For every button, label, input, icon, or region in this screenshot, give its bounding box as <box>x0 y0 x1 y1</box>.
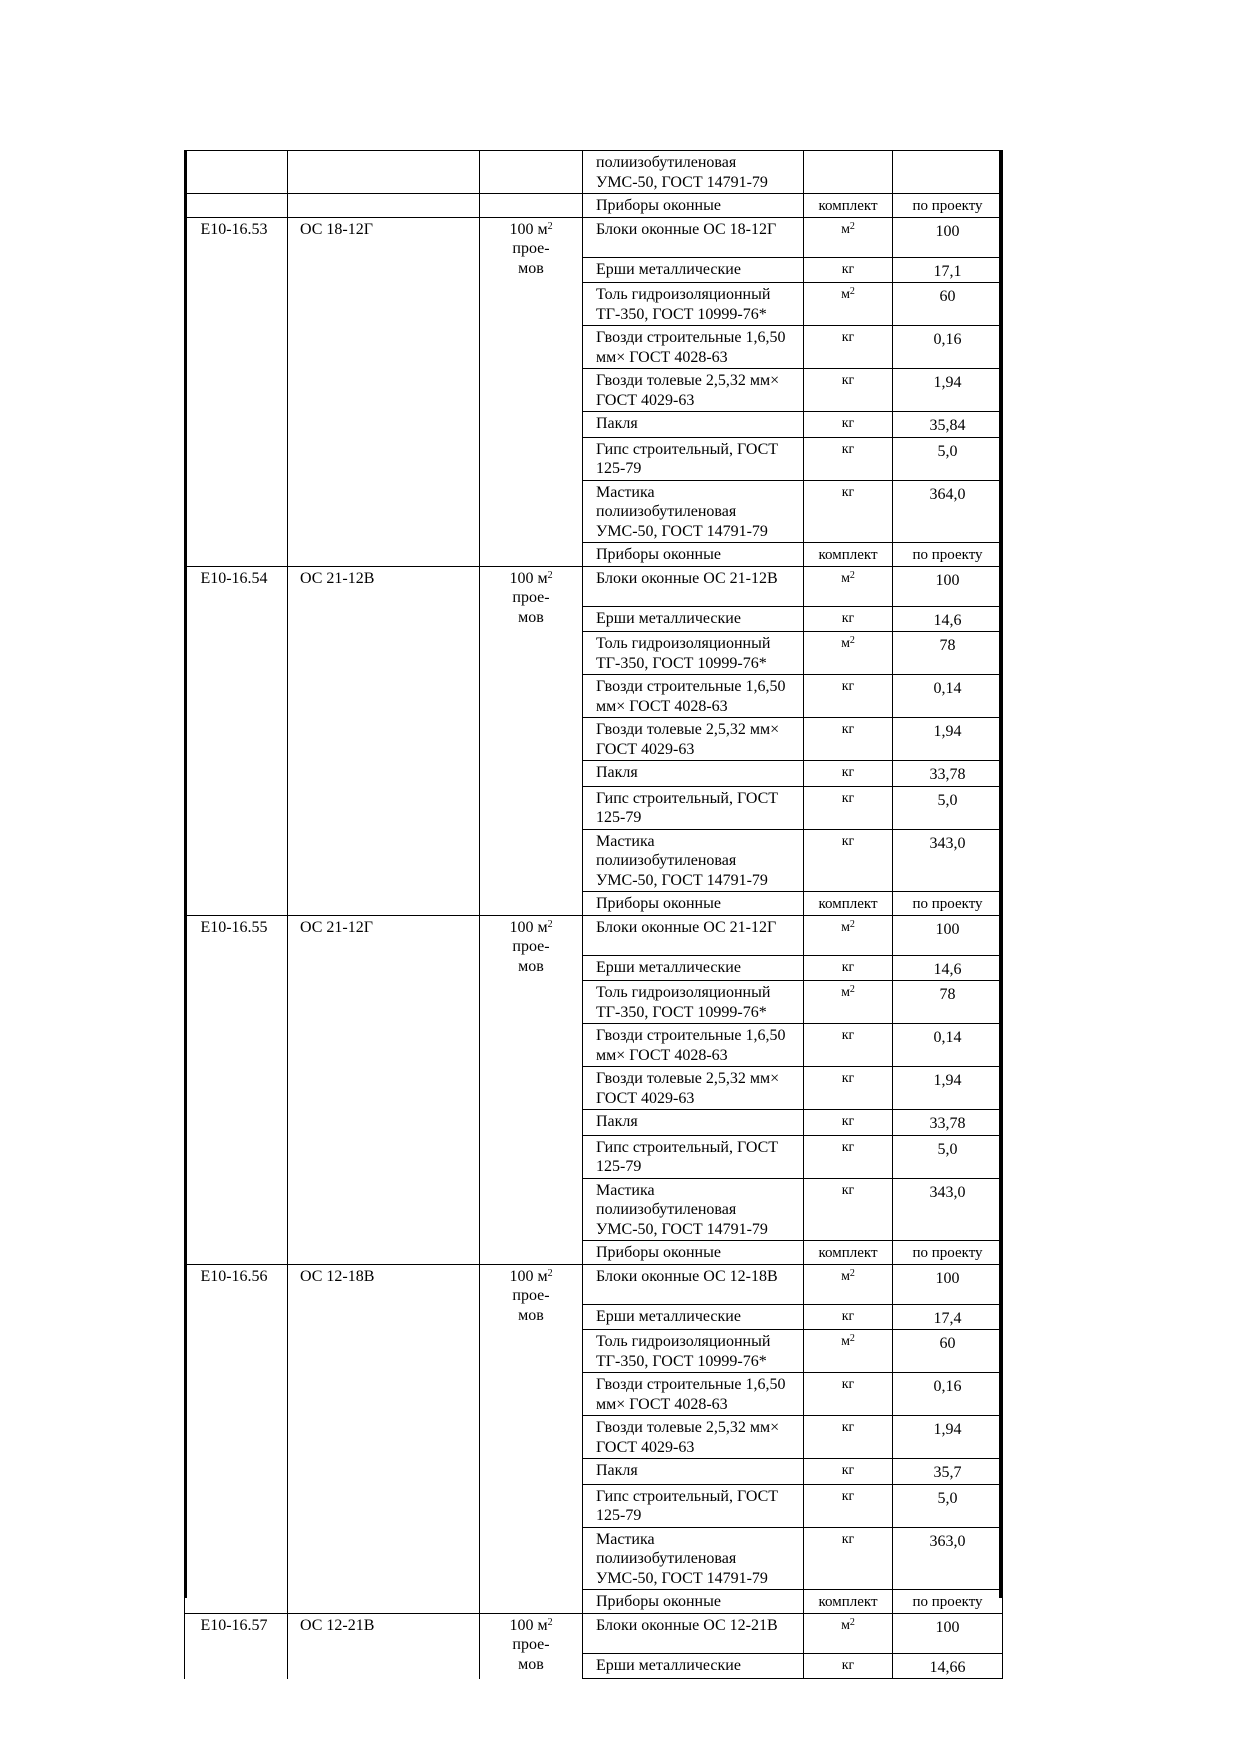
material-unit-superscript: 2 <box>849 1333 855 1344</box>
material-quantity: 78 <box>893 632 1003 675</box>
material-name: Гвозди толевые 2,5,32 мм× ГОСТ 4029-63 <box>583 369 804 412</box>
norm-unit-superscript: 2 <box>547 1616 553 1628</box>
material-name: Приборы оконные <box>583 892 804 916</box>
material-unit: кг <box>841 1420 855 1435</box>
material-unit: кг <box>841 1531 855 1547</box>
material-unit-cell <box>804 1613 893 1653</box>
material-name: Гвозди толевые 2,5,32 мм× ГОСТ 4029-63 <box>583 1067 804 1110</box>
norm-unit-rest: прое- мов <box>512 1636 550 1673</box>
material-unit-cell <box>804 761 893 787</box>
material-name: Пакля <box>583 761 804 787</box>
material-unit-cell <box>804 194 893 218</box>
material-name: Мастика полиизобутиленовая УМС-50, ГОСТ 14791-79 <box>583 1527 804 1590</box>
block-type: ОС 12-18В <box>288 1264 480 1613</box>
norm-unit-superscript: 2 <box>547 1267 553 1279</box>
material-unit-cell <box>804 786 893 829</box>
material-quantity: 60 <box>893 1330 1003 1373</box>
material-name: Толь гидроизоляционный ТГ-350, ГОСТ 10999-76* <box>583 632 804 675</box>
material-name: Мастика полиизобутиленовая УМС-50, ГОСТ 14791-79 <box>583 1178 804 1241</box>
block-type: ОС 18-12Г <box>288 217 480 566</box>
norm-unit-superscript: 2 <box>547 569 553 581</box>
table-row <box>185 915 1003 955</box>
material-quantity: 14,6 <box>893 606 1003 632</box>
material-quantity: 1,94 <box>893 369 1003 412</box>
material-unit: м <box>841 985 850 1000</box>
material-quantity: 0,14 <box>893 1024 1003 1067</box>
material-name: Гвозди строительные 1,6,50 мм× ГОСТ 4028-63 <box>583 1373 804 1416</box>
material-unit-cell <box>804 1653 893 1679</box>
material-quantity: 17,4 <box>893 1304 1003 1330</box>
material-unit: м <box>841 636 850 651</box>
norm-code: Е10-16.53 <box>185 217 288 566</box>
material-name: Гипс строительный, ГОСТ 125-79 <box>583 1135 804 1178</box>
material-quantity: 1,94 <box>893 1416 1003 1459</box>
material-quantity: 0,16 <box>893 1373 1003 1416</box>
material-name: Гвозди толевые 2,5,32 мм× ГОСТ 4029-63 <box>583 1416 804 1459</box>
material-name: Пакля <box>583 1459 804 1485</box>
material-unit-cell <box>804 1178 893 1241</box>
norm-code: Е10-16.56 <box>185 1264 288 1613</box>
norm-unit-cell <box>480 217 583 566</box>
material-unit: комплект <box>818 198 878 214</box>
norm-unit-rest: прое- мов <box>512 240 550 277</box>
material-quantity: 17,1 <box>893 257 1003 283</box>
material-quantity: по проекту <box>893 194 1003 218</box>
material-unit-cell <box>804 1110 893 1136</box>
table-row <box>185 217 1003 257</box>
table-row <box>185 566 1003 606</box>
material-quantity: по проекту <box>893 543 1003 567</box>
block-type: ОС 21-12Г <box>288 915 480 1264</box>
material-unit-superscript: 2 <box>849 569 855 581</box>
material-unit-cell <box>804 1459 893 1485</box>
material-unit: кг <box>841 765 855 780</box>
material-unit: кг <box>841 610 855 626</box>
material-name: Ерши металлические <box>583 606 804 632</box>
material-unit: м <box>841 1617 850 1633</box>
norm-unit-cell <box>480 1613 583 1679</box>
material-name: Гвозди строительные 1,6,50 мм× ГОСТ 4028-63 <box>583 326 804 369</box>
type-cell <box>288 151 480 194</box>
material-unit-cell <box>804 1067 893 1110</box>
norm-unit-cell <box>480 566 583 915</box>
norm-unit-cell <box>480 915 583 1264</box>
material-unit-cell <box>804 1264 893 1304</box>
material-name: Приборы оконные <box>583 194 804 218</box>
material-name: Ерши металлические <box>583 1304 804 1330</box>
material-name: Блоки оконные ОС 21-12Г <box>583 915 804 955</box>
material-unit: кг <box>841 722 855 737</box>
material-name: Блоки оконные ОС 12-18В <box>583 1264 804 1304</box>
material-unit: кг <box>841 1028 855 1043</box>
material-quantity: 0,14 <box>893 675 1003 718</box>
material-name: Мастика полиизобутиленовая УМС-50, ГОСТ 14791-79 <box>583 480 804 543</box>
material-unit: м <box>841 1268 850 1284</box>
norm-unit: 100 м <box>509 1616 548 1634</box>
material-name: Блоки оконные ОС 18-12Г <box>583 217 804 257</box>
material-name: Приборы оконные <box>583 1241 804 1265</box>
material-unit: м <box>841 221 850 237</box>
material-unit-cell <box>804 480 893 543</box>
material-name: Приборы оконные <box>583 1590 804 1614</box>
material-unit: кг <box>841 1071 855 1086</box>
material-name: Гвозди толевые 2,5,32 мм× ГОСТ 4029-63 <box>583 718 804 761</box>
material-unit: кг <box>841 959 855 975</box>
material-unit-cell <box>804 1484 893 1527</box>
material-unit-cell <box>804 1304 893 1330</box>
norm-unit: 100 м <box>509 569 548 587</box>
material-unit: кг <box>841 1463 855 1478</box>
material-unit-superscript: 2 <box>849 220 855 232</box>
material-name: Пакля <box>583 1110 804 1136</box>
material-unit: комплект <box>818 896 878 912</box>
material-unit-cell <box>804 1416 893 1459</box>
material-unit-cell <box>804 326 893 369</box>
material-quantity: 33,78 <box>893 1110 1003 1136</box>
material-quantity: 5,0 <box>893 437 1003 480</box>
material-unit: м <box>841 919 850 935</box>
material-unit-cell <box>804 829 893 892</box>
material-unit-cell <box>804 283 893 326</box>
material-unit-cell <box>804 955 893 981</box>
material-quantity: 1,94 <box>893 718 1003 761</box>
material-quantity: 35,84 <box>893 412 1003 438</box>
material-unit: кг <box>841 441 855 457</box>
material-quantity: 343,0 <box>893 1178 1003 1241</box>
table-row <box>185 194 1003 218</box>
material-quantity <box>893 151 1003 194</box>
material-unit-cell <box>804 543 893 567</box>
code-cell <box>185 194 288 218</box>
material-quantity: 343,0 <box>893 829 1003 892</box>
material-unit: кг <box>841 416 855 431</box>
material-unit-cell <box>804 718 893 761</box>
material-name: Гипс строительный, ГОСТ 125-79 <box>583 786 804 829</box>
norm-unit: 100 м <box>509 220 548 238</box>
group-unit-cell <box>480 151 583 194</box>
material-unit: кг <box>841 790 855 806</box>
norm-unit-cell <box>480 1264 583 1613</box>
type-cell <box>288 194 480 218</box>
material-unit-cell <box>804 981 893 1024</box>
material-name: Толь гидроизоляционный ТГ-350, ГОСТ 10999-76* <box>583 1330 804 1373</box>
material-name: Пакля <box>583 412 804 438</box>
block-type: ОС 21-12В <box>288 566 480 915</box>
material-unit-cell <box>804 1527 893 1590</box>
material-unit-cell <box>804 1241 893 1265</box>
material-name: Ерши металлические <box>583 955 804 981</box>
norm-unit-superscript: 2 <box>547 220 553 232</box>
norm-code: Е10-16.55 <box>185 915 288 1264</box>
material-name: Мастика полиизобутиленовая УМС-50, ГОСТ 14791-79 <box>583 829 804 892</box>
material-name: Блоки оконные ОС 21-12В <box>583 566 804 606</box>
material-name: Гипс строительный, ГОСТ 125-79 <box>583 437 804 480</box>
material-quantity: 100 <box>893 915 1003 955</box>
material-quantity: 5,0 <box>893 1484 1003 1527</box>
material-quantity: 5,0 <box>893 1135 1003 1178</box>
material-unit-cell <box>804 632 893 675</box>
norm-code: Е10-16.57 <box>185 1613 288 1679</box>
material-quantity: 363,0 <box>893 1527 1003 1590</box>
material-name: Толь гидроизоляционный ТГ-350, ГОСТ 10999-76* <box>583 283 804 326</box>
table-row <box>185 1613 1003 1653</box>
material-name: Ерши металлические <box>583 257 804 283</box>
material-unit-cell <box>804 566 893 606</box>
material-quantity: 14,66 <box>893 1653 1003 1679</box>
material-unit-cell <box>804 1024 893 1067</box>
material-unit-superscript: 2 <box>849 1616 855 1628</box>
material-name: Гвозди строительные 1,6,50 мм× ГОСТ 4028-63 <box>583 1024 804 1067</box>
material-unit: кг <box>841 1139 855 1155</box>
material-unit-cell <box>804 1373 893 1416</box>
material-unit-cell <box>804 1330 893 1373</box>
material-unit-cell <box>804 257 893 283</box>
norms-table <box>184 150 1003 1679</box>
table-row <box>185 151 1003 194</box>
material-unit-superscript: 2 <box>849 286 855 297</box>
material-name: Толь гидроизоляционный ТГ-350, ГОСТ 10999-76* <box>583 981 804 1024</box>
material-unit: комплект <box>818 1594 878 1610</box>
material-unit-cell <box>804 606 893 632</box>
material-quantity: 60 <box>893 283 1003 326</box>
material-name: Ерши металлические <box>583 1653 804 1679</box>
material-quantity: 100 <box>893 1264 1003 1304</box>
material-unit-cell <box>804 915 893 955</box>
material-unit-cell <box>804 369 893 412</box>
block-type: ОС 12-21В <box>288 1613 480 1679</box>
material-unit: кг <box>841 484 855 500</box>
table-row <box>185 1264 1003 1304</box>
group-unit-cell <box>480 194 583 218</box>
material-name: Блоки оконные ОС 12-21В <box>583 1613 804 1653</box>
material-unit-cell <box>804 412 893 438</box>
material-quantity: 5,0 <box>893 786 1003 829</box>
norm-unit-rest: прое- мов <box>512 1287 550 1324</box>
material-name: Гипс строительный, ГОСТ 125-79 <box>583 1484 804 1527</box>
material-unit: кг <box>841 261 855 277</box>
material-name: Гвозди строительные 1,6,50 мм× ГОСТ 4028-63 <box>583 675 804 718</box>
material-unit: кг <box>841 833 855 849</box>
material-unit-superscript: 2 <box>849 918 855 930</box>
material-unit: м <box>841 570 850 586</box>
norms-table-page <box>184 150 1002 1676</box>
material-quantity: 35,7 <box>893 1459 1003 1485</box>
material-unit: кг <box>841 1182 855 1198</box>
norm-unit-rest: прое- мов <box>512 589 550 626</box>
material-unit-cell <box>804 217 893 257</box>
material-unit-cell <box>804 1590 893 1614</box>
material-quantity: 0,16 <box>893 326 1003 369</box>
material-quantity: 100 <box>893 1613 1003 1653</box>
material-unit-cell <box>804 437 893 480</box>
material-unit: кг <box>841 330 855 345</box>
material-unit: кг <box>841 1308 855 1324</box>
material-quantity: 14,6 <box>893 955 1003 981</box>
material-unit: кг <box>841 1377 855 1392</box>
code-cell <box>185 151 288 194</box>
material-unit: кг <box>841 1657 855 1673</box>
material-unit-cell <box>804 151 893 194</box>
norm-unit: 100 м <box>509 918 548 936</box>
norm-code: Е10-16.54 <box>185 566 288 915</box>
material-unit: м <box>841 287 850 302</box>
material-unit-cell <box>804 892 893 916</box>
material-unit-cell <box>804 675 893 718</box>
material-name: Приборы оконные <box>583 543 804 567</box>
material-quantity: 100 <box>893 566 1003 606</box>
norm-unit-superscript: 2 <box>547 918 553 930</box>
material-unit: комплект <box>818 547 878 563</box>
material-unit: комплект <box>818 1245 878 1261</box>
material-quantity: 78 <box>893 981 1003 1024</box>
material-unit-superscript: 2 <box>849 984 855 995</box>
material-unit: кг <box>841 1114 855 1129</box>
material-unit-cell <box>804 1135 893 1178</box>
material-quantity: 364,0 <box>893 480 1003 543</box>
material-quantity: по проекту <box>893 1241 1003 1265</box>
material-unit: кг <box>841 373 855 388</box>
material-unit: м <box>841 1334 850 1349</box>
material-quantity: 1,94 <box>893 1067 1003 1110</box>
material-unit: кг <box>841 679 855 694</box>
material-quantity: 100 <box>893 217 1003 257</box>
material-unit-superscript: 2 <box>849 635 855 646</box>
material-name: полиизобутиленовая УМС-50, ГОСТ 14791-79 <box>583 151 804 194</box>
norm-unit-rest: прое- мов <box>512 938 550 975</box>
material-quantity: по проекту <box>893 892 1003 916</box>
material-quantity: 33,78 <box>893 761 1003 787</box>
norm-unit: 100 м <box>509 1267 548 1285</box>
material-quantity: по проекту <box>893 1590 1003 1614</box>
material-unit: кг <box>841 1488 855 1504</box>
material-unit-superscript: 2 <box>849 1267 855 1279</box>
